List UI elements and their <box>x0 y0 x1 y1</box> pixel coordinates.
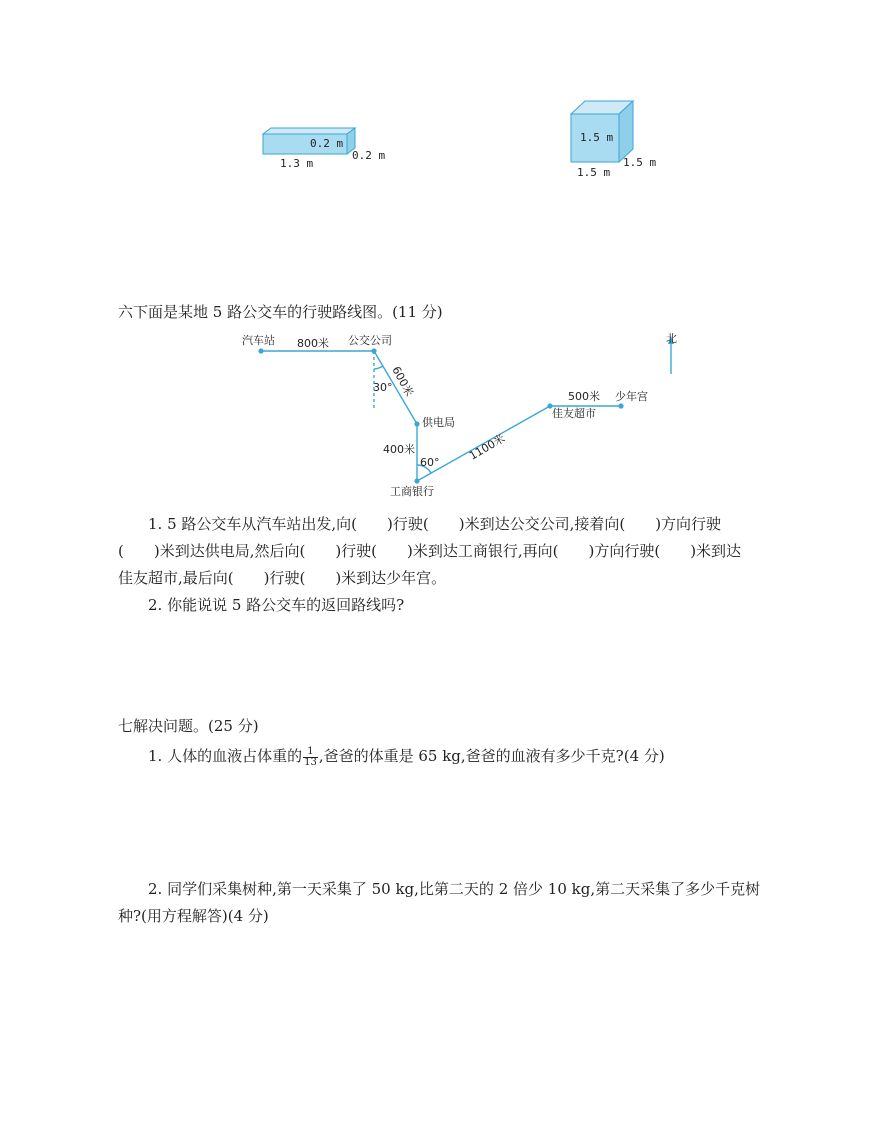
stop-label-bus-company: 公交公司 <box>348 334 392 347</box>
cube-bottom-label: 1.5 m <box>577 166 611 179</box>
angle-label-1: 30° <box>373 381 393 394</box>
section-6-q1-line-3: 佳友超市,最后向( )行驶( )米到达少年宫。 <box>118 569 447 587</box>
section-7-q1-pre: 1. 人体的血液占体重的 <box>148 747 303 765</box>
distance-label-5: 500米 <box>568 390 600 403</box>
fraction-denominator: 13 <box>304 756 317 768</box>
stop-label-bus-station: 汽车站 <box>242 334 275 347</box>
stop-label-youth-palace: 少年宫 <box>615 390 648 403</box>
section-7-q1 <box>148 746 665 768</box>
distance-label-2: 600米 <box>389 364 416 399</box>
stop-label-jiayou: 佳友超市 <box>552 407 596 420</box>
cube-side-label: 1.5 m <box>623 156 657 169</box>
section-6-q1-line-2: ( )米到达供电局,然后向( )行驶( )米到达工商银行,再向( )方向行驶( )米到达 <box>118 542 742 560</box>
angle-label-2: 60° <box>420 456 440 469</box>
section-7-q2-line-2: 种?(用方程解答)(4 分) <box>118 907 269 925</box>
distance-label-4: 1100米 <box>467 431 508 463</box>
section-6-q1-line-1: 1. 5 路公交车从汽车站出发,向( )行驶( )米到达公交公司,接着向( )方向行驶 <box>148 515 722 533</box>
section-7-title: 七解决问题。(25 分) <box>118 717 259 735</box>
stop-bus-company-dot <box>371 348 376 353</box>
stop-bus-station-dot <box>258 348 263 353</box>
section-6-q2: 2. 你能说说 5 路公交车的返回路线吗? <box>148 596 405 614</box>
distance-label-3: 400米 <box>383 443 415 456</box>
fraction-numerator: 1 <box>303 747 318 758</box>
stop-label-icbc: 工商银行 <box>390 485 434 498</box>
section-7-q1-post: ,爸爸的体重是 65 kg,爸爸的血液有多少千克?(4 分) <box>318 747 665 765</box>
stop-youth-palace-dot <box>618 403 623 408</box>
cuboid-depth-label: 0.2 m <box>352 149 386 162</box>
cuboid-height-label: 0.2 m <box>310 137 344 150</box>
stop-icbc-dot <box>414 478 419 483</box>
distance-label-1: 800米 <box>297 337 329 350</box>
section-7-q2-line-1: 2. 同学们采集树种,第一天采集了 50 kg,比第二天的 2 倍少 10 kg,第二天采集了多少千克树 <box>148 880 761 898</box>
stop-label-power-bureau: 供电局 <box>422 416 455 429</box>
section-6-title: 六下面是某地 5 路公交车的行驶路线图。(11 分) <box>118 303 443 321</box>
fraction-1-13 <box>303 747 318 768</box>
cuboid-length-label: 1.3 m <box>280 157 314 170</box>
stop-power-bureau-dot <box>414 421 419 426</box>
north-label: 北 <box>666 332 677 345</box>
bus-route-map <box>230 325 690 500</box>
cube-front-label: 1.5 m <box>580 131 614 144</box>
